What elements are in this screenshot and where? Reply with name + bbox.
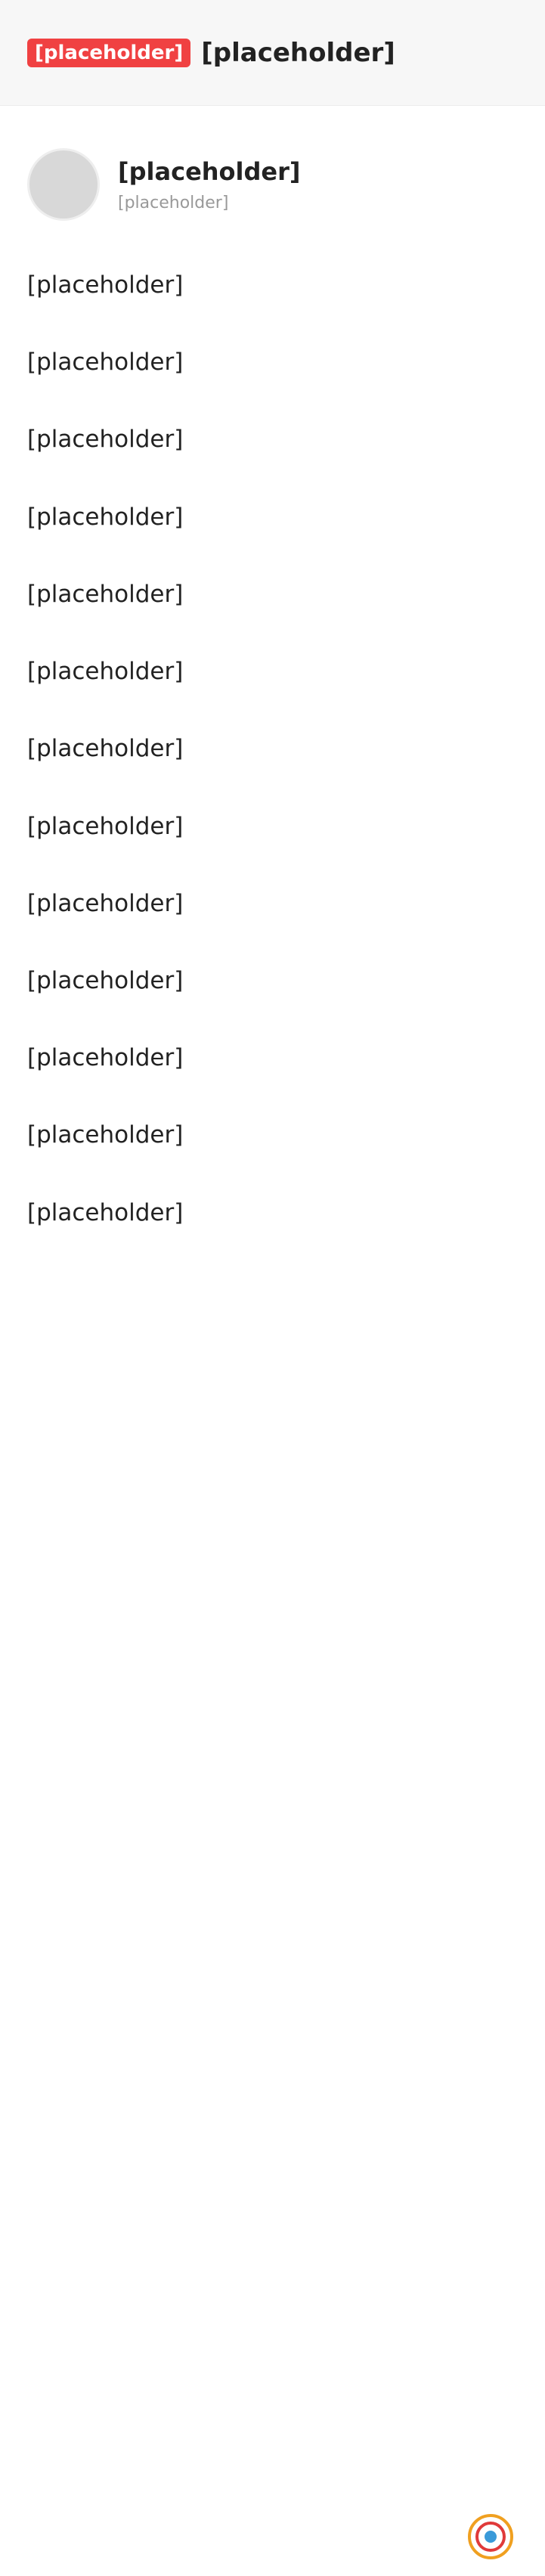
article-paragraph: [placeholder] — [27, 812, 184, 840]
app-logo-badge[interactable]: [placeholder] — [27, 39, 190, 67]
avatar[interactable] — [27, 148, 100, 221]
top-bar — [0, 0, 545, 106]
article-paragraph: [placeholder] — [27, 658, 184, 686]
publish-time: [placeholder] — [118, 193, 229, 212]
article-paragraph: [placeholder] — [27, 426, 184, 454]
author-meta — [118, 157, 301, 212]
author-name[interactable]: [placeholder] — [118, 157, 301, 186]
author-header — [0, 106, 545, 243]
article-paragraph: [placeholder] — [27, 1044, 184, 1072]
article-paragraph: [placeholder] — [27, 349, 184, 377]
article-paragraph: [placeholder] — [27, 1121, 184, 1149]
article-paragraph: [placeholder] — [27, 735, 184, 763]
app-name[interactable]: [placeholder] — [201, 37, 395, 68]
article-paragraph: [placeholder] — [27, 580, 184, 608]
article-paragraph: [placeholder] — [27, 1198, 184, 1226]
article-body — [0, 243, 545, 1232]
article-paragraph: [placeholder] — [27, 271, 184, 299]
article-paragraph: [placeholder] — [27, 889, 184, 917]
article-paragraph: [placeholder] — [27, 966, 184, 994]
article-paragraph: [placeholder] — [27, 503, 184, 531]
watermark-logo-icon — [466, 2512, 515, 2561]
